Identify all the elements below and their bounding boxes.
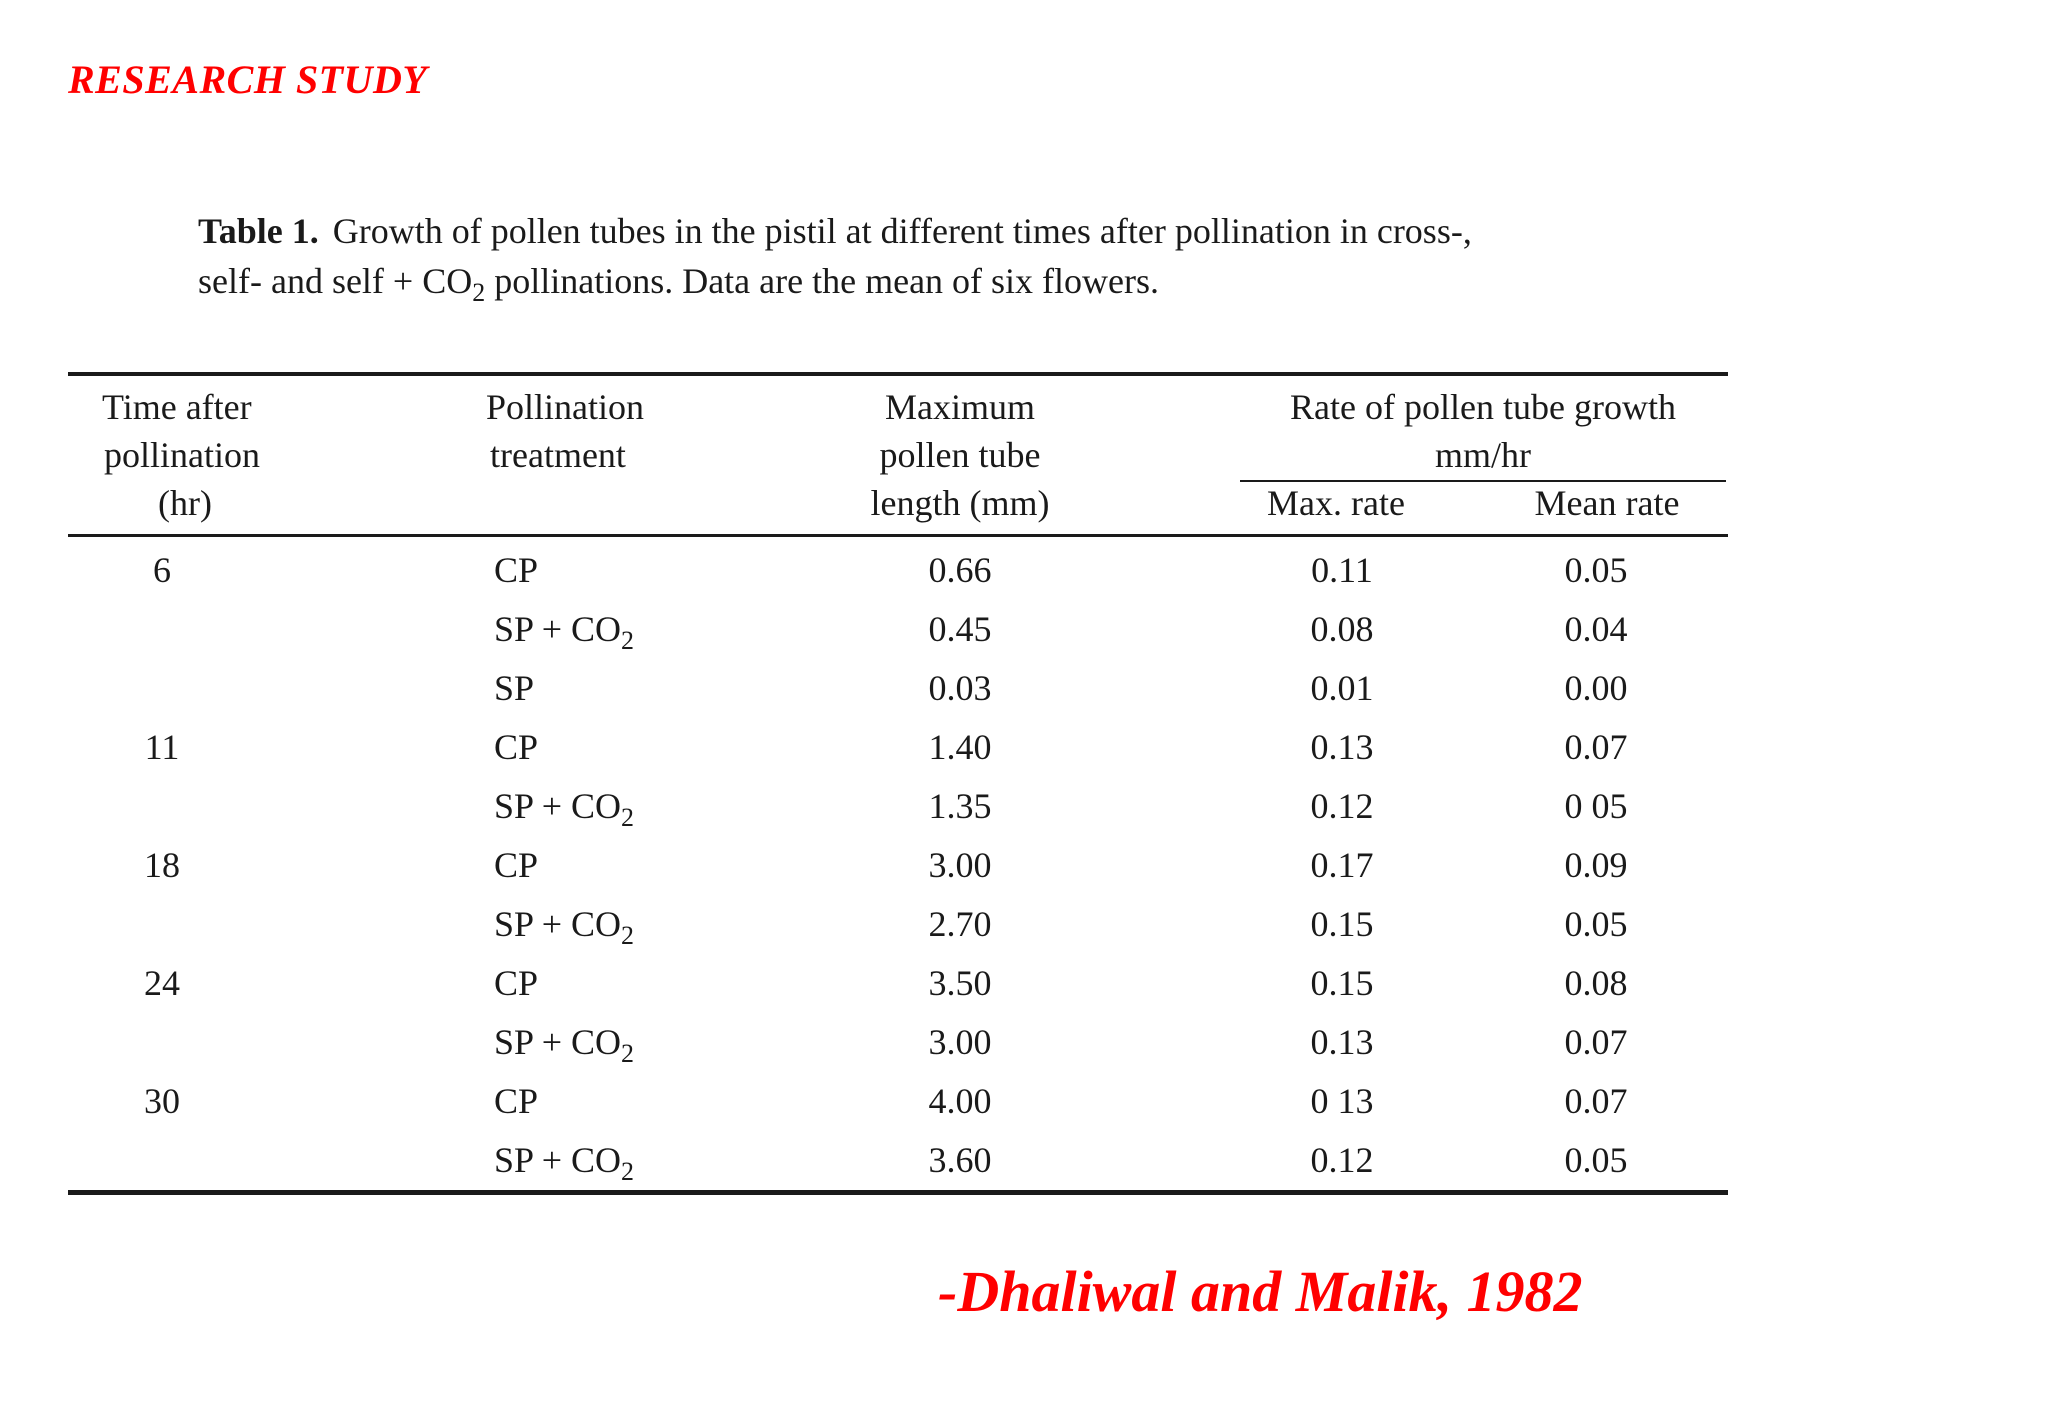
header-length — [850, 383, 1070, 527]
cell-mean-rate: 0.05 — [1564, 904, 1628, 944]
header-treatment-line-2: treatment — [490, 435, 626, 475]
caption-text-1: Growth of pollen tubes in the pistil at different times after pollination in cross-, — [332, 211, 1472, 251]
cell-mean-rate: 0.08 — [1564, 963, 1628, 1003]
cell-mean-rate: 0.07 — [1564, 727, 1628, 767]
cell-mean-rate: 0.09 — [1564, 845, 1628, 885]
cell-treatment: CP — [494, 550, 539, 590]
co2-subscript: 2 — [621, 802, 634, 832]
cell-max-rate: 0.13 — [1310, 1022, 1374, 1062]
cell-mean-rate: 0.07 — [1564, 1022, 1628, 1062]
cell-length: 4.00 — [928, 1081, 992, 1121]
co2-subscript: 2 — [621, 1038, 634, 1068]
cell-max-rate: 0 13 — [1310, 1081, 1374, 1121]
cell-max-rate: 0.11 — [1311, 550, 1373, 590]
cell-length: 3.60 — [928, 1140, 992, 1180]
cell-length: 1.40 — [928, 727, 992, 767]
cell-length: 0.66 — [928, 550, 992, 590]
cell-max-rate: 0.12 — [1310, 786, 1374, 826]
cell-treatment: SP + $CO_2$ — [494, 786, 634, 832]
header-treatment-line-1: Pollination — [486, 387, 645, 427]
caption-line-1 — [198, 206, 1718, 256]
cell-time: 6 — [153, 550, 171, 590]
caption-label: Table 1. — [198, 211, 319, 251]
caption-line-2 — [198, 256, 1718, 310]
cell-time: 30 — [144, 1081, 180, 1121]
cell-treatment: SP + $CO_2$ — [494, 609, 634, 655]
table-caption — [198, 206, 1718, 310]
cell-length: 1.35 — [928, 786, 992, 826]
co2-subscript: 2 — [621, 625, 634, 655]
table-bottom-rule — [68, 1190, 1728, 1195]
header-max-rate: Max. rate — [1267, 483, 1405, 523]
cell-mean-rate: 0 05 — [1564, 786, 1628, 826]
cell-time: 24 — [144, 963, 180, 1003]
cell-mean-rate: 0.07 — [1564, 1081, 1628, 1121]
cell-length: 3.00 — [928, 1022, 992, 1062]
cell-length: 0.03 — [928, 668, 992, 708]
cell-mean-rate: 0.04 — [1564, 609, 1628, 649]
caption-text-2-pre: self- and self + CO — [198, 261, 473, 301]
cell-treatment: SP + $CO_2$ — [494, 904, 634, 950]
header-rate-line-2: mm/hr — [1435, 435, 1531, 475]
citation: -Dhaliwal and Malik, 1982 — [938, 1259, 1583, 1324]
header-length-line-1: Maximum — [885, 387, 1035, 427]
header-treatment — [482, 383, 702, 479]
cell-time: 11 — [144, 727, 180, 767]
cell-length: 3.50 — [928, 963, 992, 1003]
header-bottom-rule — [68, 534, 1728, 537]
co2-subscript: 2 — [621, 920, 634, 950]
cell-max-rate: 0.08 — [1310, 609, 1374, 649]
slide-heading: RESEARCH STUDY — [68, 57, 428, 102]
cell-max-rate: 0.12 — [1310, 1140, 1374, 1180]
caption-subscript: 2 — [472, 277, 486, 307]
cell-treatment: SP + $CO_2$ — [494, 1022, 634, 1068]
cell-mean-rate: 0.00 — [1564, 668, 1628, 708]
caption-text-2-post: pollinations. Data are the mean of six flowers. — [485, 261, 1160, 301]
cell-mean-rate: 0.05 — [1564, 550, 1628, 590]
cell-max-rate: 0.15 — [1310, 904, 1374, 944]
header-mean-rate: Mean rate — [1534, 483, 1680, 523]
header-time — [80, 383, 310, 527]
cell-treatment: CP — [494, 1081, 539, 1121]
header-length-line-2: pollen tube — [879, 435, 1041, 475]
cell-treatment: CP — [494, 845, 539, 885]
table-top-rule — [68, 372, 1728, 376]
cell-treatment: SP — [494, 668, 535, 708]
header-time-line-2: pollination — [104, 435, 260, 475]
header-length-line-3: length (mm) — [870, 483, 1050, 523]
cell-treatment: CP — [494, 963, 539, 1003]
cell-treatment: CP — [494, 727, 539, 767]
cell-max-rate: 0.15 — [1310, 963, 1374, 1003]
cell-length: 3.00 — [928, 845, 992, 885]
co2-subscript: 2 — [621, 1156, 634, 1186]
header-time-line-1: Time after — [102, 387, 252, 427]
header-rate-group — [1240, 383, 1726, 479]
cell-max-rate: 0.17 — [1310, 845, 1374, 885]
cell-mean-rate: 0.05 — [1564, 1140, 1628, 1180]
cell-length: 0.45 — [928, 609, 992, 649]
header-time-line-3: (hr) — [158, 483, 212, 523]
cell-max-rate: 0.13 — [1310, 727, 1374, 767]
cell-length: 2.70 — [928, 904, 992, 944]
cell-time: 18 — [144, 845, 180, 885]
cell-max-rate: 0.01 — [1310, 668, 1374, 708]
header-rate-line-1: Rate of pollen tube growth — [1290, 387, 1676, 427]
cell-treatment: SP + $CO_2$ — [494, 1140, 634, 1186]
